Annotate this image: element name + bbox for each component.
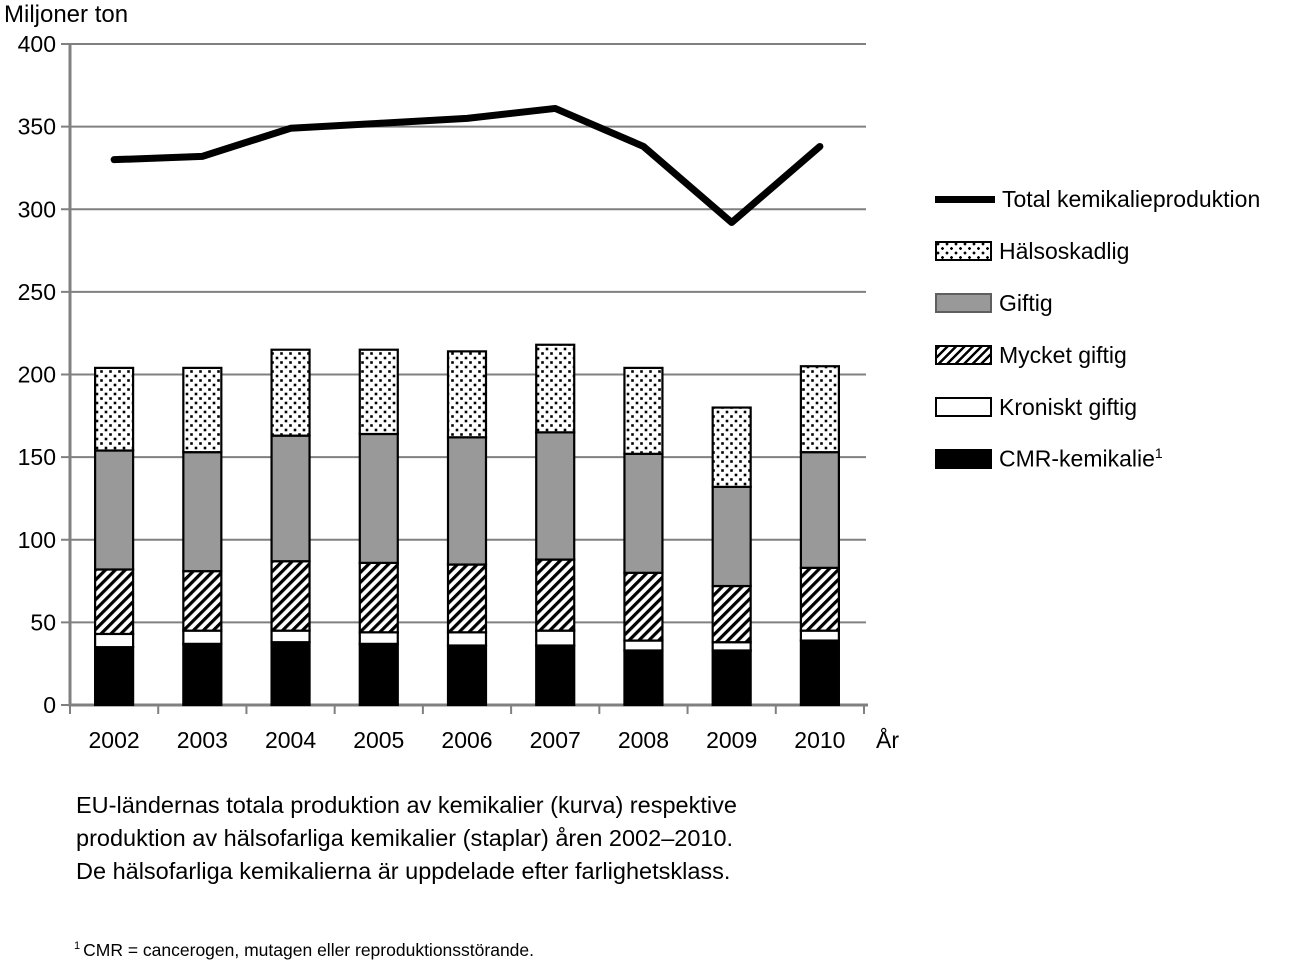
bar-segment-2010-cmr-kemikalie [801,641,839,705]
bar-segment-2002-h-lsoskadlig [95,368,133,451]
bar-segment-2008-kroniskt-giftig [624,641,662,651]
y-tick-label: 400 [17,31,56,57]
y-tick-label: 250 [17,278,56,305]
bar-segment-2004-giftig [272,436,310,562]
bar-segment-2010-h-lsoskadlig [801,366,839,452]
bar-segment-2003-cmr-kemikalie [183,644,221,705]
x-axis-title: År [876,727,899,753]
bar-segment-2009-kroniskt-giftig [713,642,751,650]
bar-segment-2008-giftig [624,454,662,573]
legend-item-label: Mycket giftig [999,341,1127,368]
bar-segment-2003-kroniskt-giftig [183,631,221,644]
y-tick-label: 0 [43,692,56,718]
y-tick-label: 150 [17,444,56,471]
legend-item-label: CMR-kemikalie$^1$ [999,445,1163,472]
bar-segment-2010-mycket-giftig [801,568,839,631]
legend-item-halsoskadlig [935,225,1260,277]
legend-item-kroniskt-giftig [935,381,1260,433]
bar-segment-2007-kroniskt-giftig [536,631,574,646]
bar-segment-2008-h-lsoskadlig [624,368,662,454]
bar-segment-2006-kroniskt-giftig [448,632,486,645]
bar-segment-2007-h-lsoskadlig [536,345,574,433]
x-tick-label: 2002 [88,727,140,753]
white-swatch-icon [935,397,992,417]
y-tick-label: 50 [30,609,56,636]
bar-segment-2009-mycket-giftig [713,586,751,642]
x-tick-label: 2006 [441,727,493,753]
y-tick-label: 100 [17,526,56,553]
bar-segment-2009-cmr-kemikalie [713,650,751,705]
legend-item-label: Hälsoskadlig [999,237,1130,264]
y-tick-label: 350 [17,113,56,140]
legend-item-mycket-giftig [935,329,1260,381]
bar-segment-2003-giftig [183,452,221,571]
total-production-line [114,108,820,222]
caption-line: De hälsofarliga kemikalierna är uppdelade efter farlighetsklass. [76,858,731,884]
bar-segment-2007-giftig [536,432,574,559]
x-tick-label: 2008 [617,727,670,753]
x-tick-label: 2009 [706,727,758,753]
x-tick-label: 2005 [353,727,405,753]
bar-segment-2005-cmr-kemikalie [360,644,398,705]
bar-segment-2002-kroniskt-giftig [95,634,133,647]
x-tick-label: 2007 [529,727,581,753]
bar-segment-2006-h-lsoskadlig [448,351,486,437]
hatch-pattern-swatch-icon [935,345,992,365]
y-tick-label: 200 [17,361,56,388]
caption-line: EU-ländernas totala produktion av kemikalier (kurva) respektive [76,792,737,818]
dots-pattern-swatch-icon [935,241,992,261]
legend-item-label: Kroniskt giftig [999,393,1138,420]
x-tick-label: 2004 [264,727,317,753]
figure-caption [76,789,737,888]
footnote-marker: 1 [74,940,81,953]
x-tick-label: 2010 [794,727,846,753]
y-tick-label: 300 [17,196,56,223]
caption-line: produktion av hälsofarliga kemikalier (staplar) åren 2002–2010. [76,825,734,851]
bar-segment-2005-mycket-giftig [360,563,398,632]
bar-segment-2004-cmr-kemikalie [272,642,310,705]
bar-segment-2004-h-lsoskadlig [272,350,310,436]
bar-segment-2006-cmr-kemikalie [448,646,486,705]
x-tick-label: 2003 [176,727,228,753]
legend-item-giftig [935,277,1260,329]
x-axis-labels [89,726,900,753]
bar-segment-2009-h-lsoskadlig [713,408,751,487]
legend-item-label: Total kemikalieproduktion [1002,185,1261,212]
bar-segment-2003-h-lsoskadlig [183,368,221,452]
legend-item-cmr [935,433,1260,485]
bar-segment-2010-kroniskt-giftig [801,631,839,641]
bar-segment-2004-mycket-giftig [272,561,310,630]
bar-segment-2008-cmr-kemikalie [624,650,662,705]
footnote [74,940,534,961]
legend [935,173,1260,485]
bar-segment-2005-h-lsoskadlig [360,350,398,434]
footnote-reference: 1 [1154,445,1163,462]
bar-segment-2010-giftig [801,452,839,568]
legend-item-total [935,173,1260,225]
bar-segment-2005-giftig [360,434,398,563]
bar-segment-2003-mycket-giftig [183,571,221,630]
bar-segment-2006-giftig [448,437,486,564]
bar-segment-2002-mycket-giftig [95,569,133,633]
black-swatch-icon [935,449,992,469]
line-swatch-icon [935,196,995,203]
bar-segment-2004-kroniskt-giftig [272,631,310,643]
bar-segment-2005-kroniskt-giftig [360,632,398,644]
stacked-bars [95,345,839,705]
bar-segment-2009-giftig [713,487,751,586]
legend-item-label: Giftig [999,289,1053,316]
bar-segment-2008-mycket-giftig [624,573,662,641]
bar-segment-2006-mycket-giftig [448,565,486,633]
footnote-text: CMR = cancerogen, mutagen eller reproduktionsstörande. [83,940,534,960]
y-axis-labels [18,31,56,718]
bar-segment-2007-mycket-giftig [536,560,574,631]
gray-swatch-icon [935,293,992,313]
bar-segment-2002-cmr-kemikalie [95,647,133,705]
bar-segment-2002-giftig [95,451,133,570]
y-axis-unit-label: Miljoner ton [4,1,129,28]
bar-segment-2007-cmr-kemikalie [536,646,574,705]
